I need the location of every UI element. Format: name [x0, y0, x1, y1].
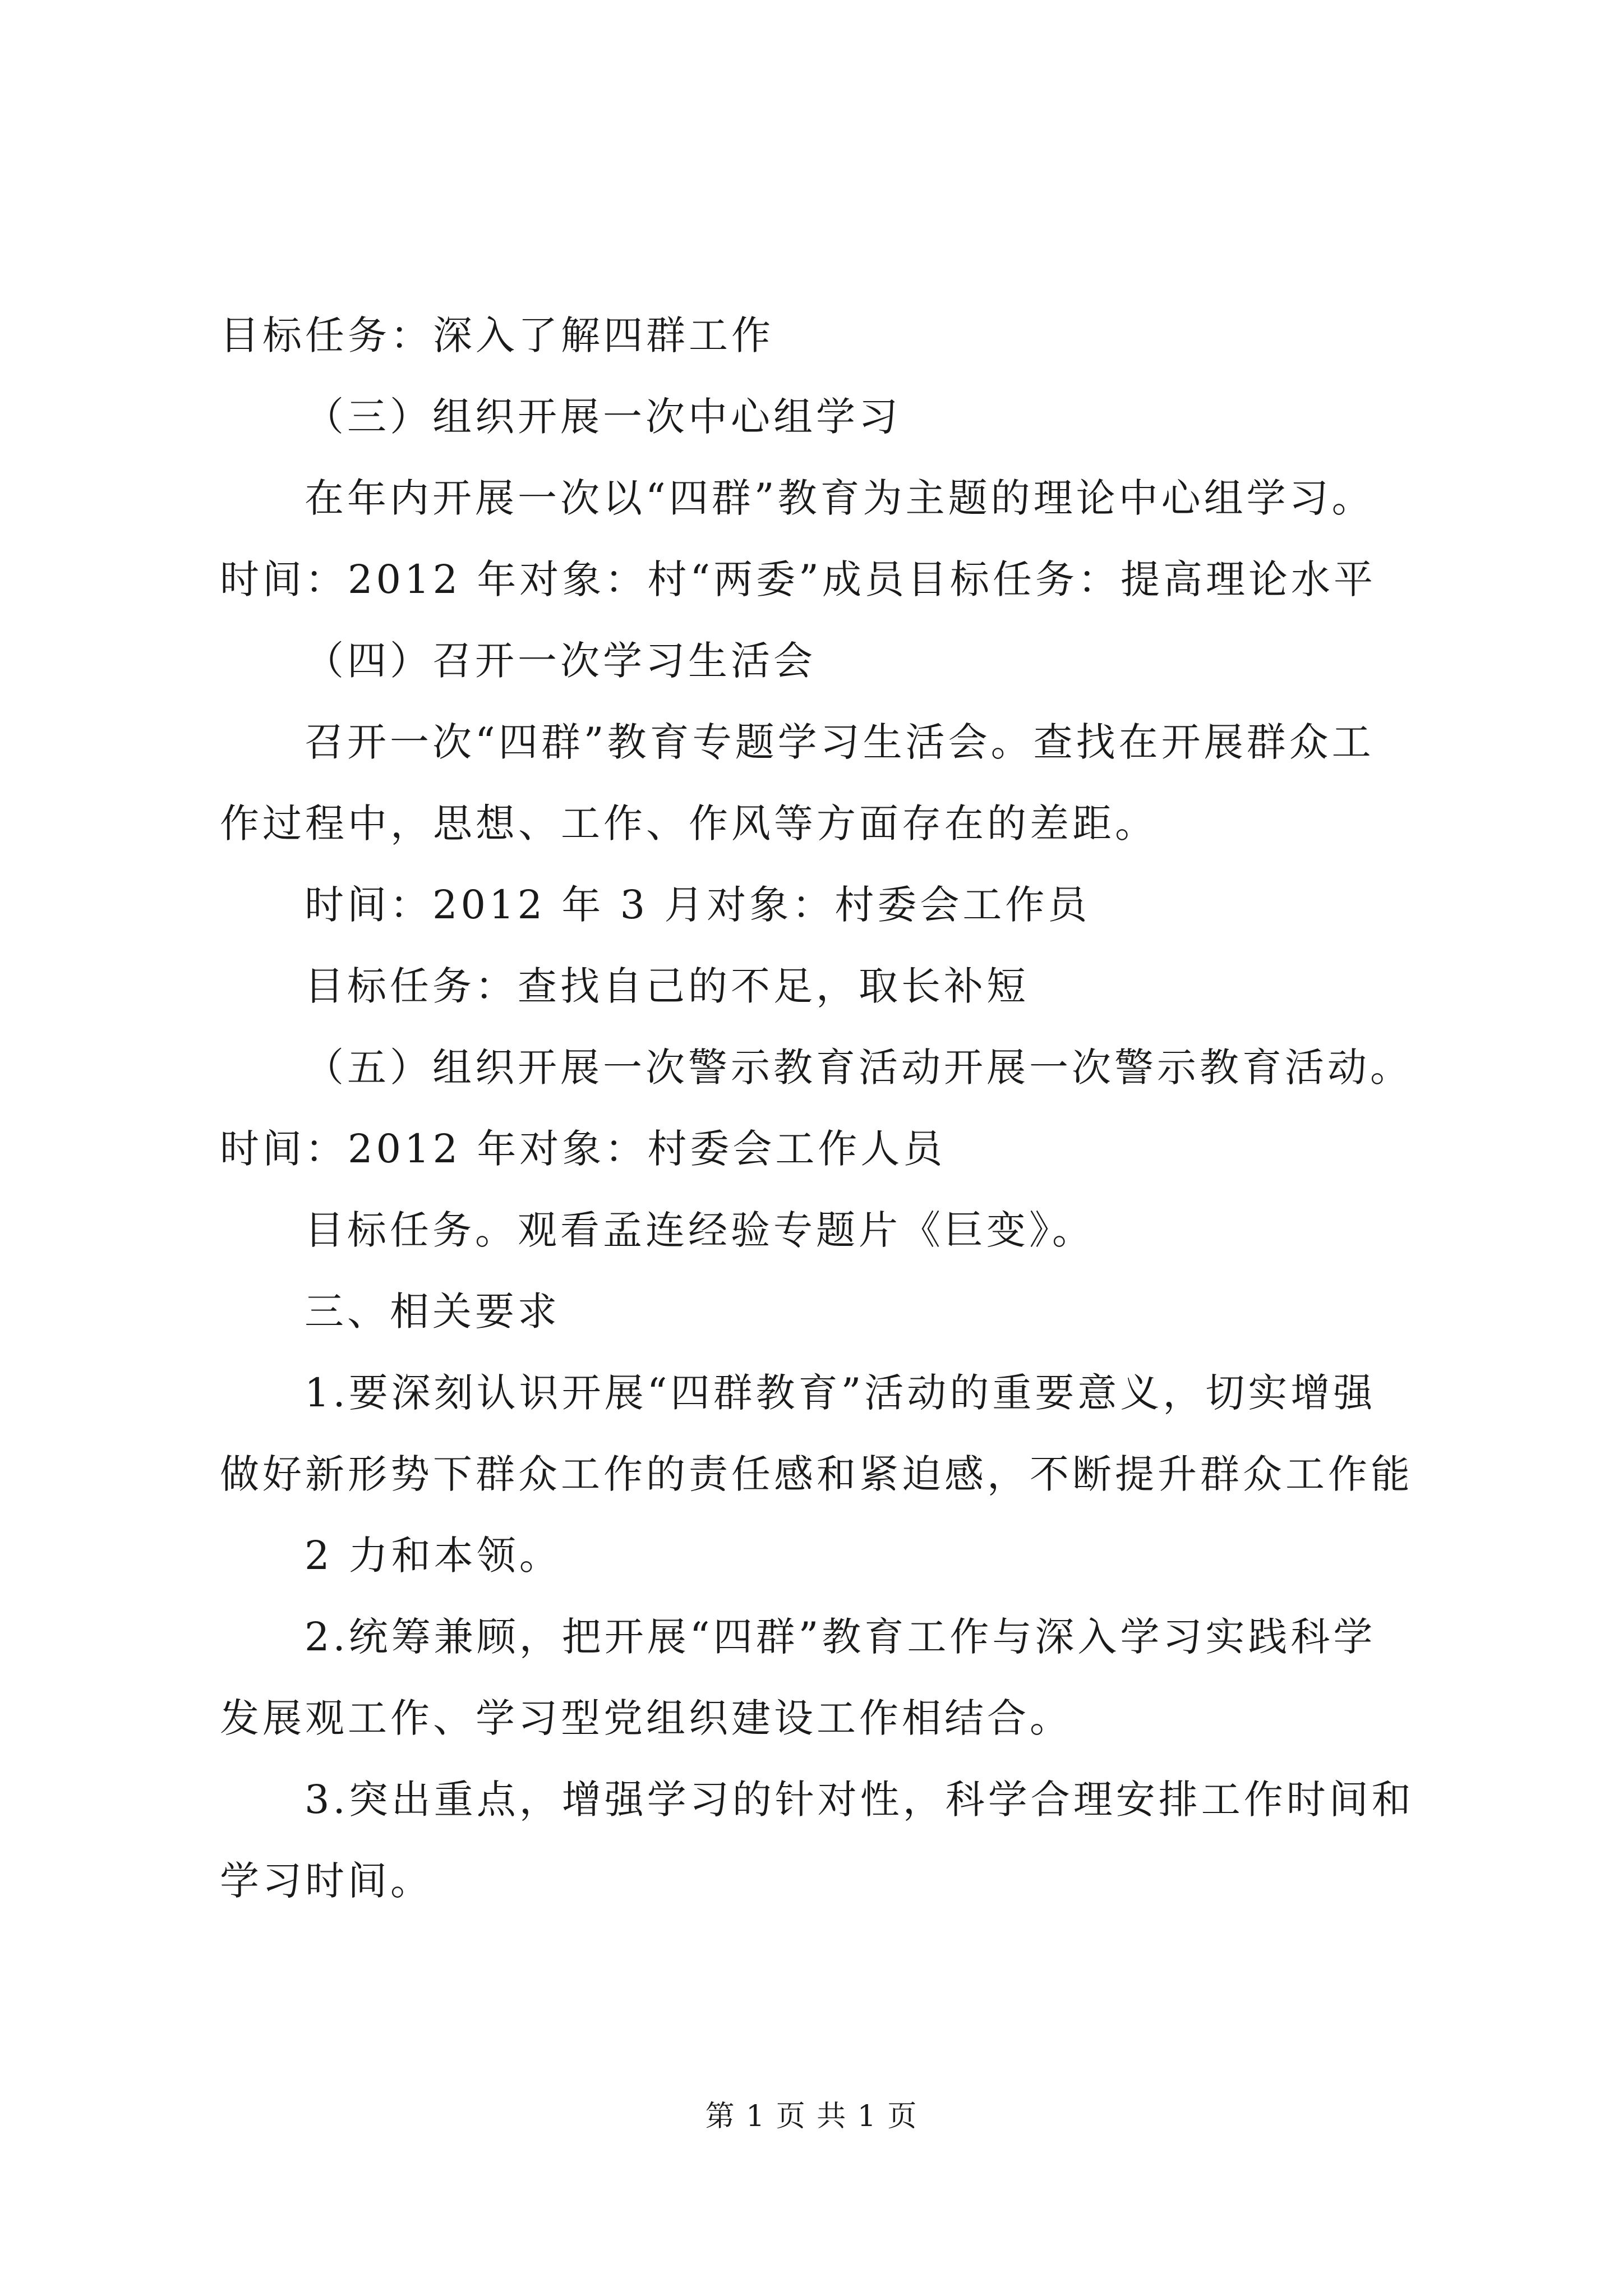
paragraph-line: 作过程中，思想、工作、作风等方面存在的差距。: [220, 800, 1158, 846]
section-heading: 三、相关要求: [305, 1289, 560, 1335]
paragraph-line: 时间：2012 年对象：村“两委”成员目标任务：提高理论水平: [220, 556, 1376, 602]
section-heading: （五）组织开展一次警示教育活动开展一次警示教育活动。: [305, 1045, 1413, 1091]
section-heading: （三）组织开展一次中心组学习: [305, 394, 901, 440]
paragraph-line: 目标任务。观看孟连经验专题片《巨变》。: [305, 1207, 1095, 1253]
paragraph-line: 学习时间。: [220, 1858, 433, 1904]
section-heading: （四）召开一次学习生活会: [305, 638, 816, 684]
page-footer: 第 1 页 共 1 页: [705, 2100, 918, 2133]
paragraph-line: 目标任务：查找自己的不足，取长补短: [305, 963, 1029, 1009]
paragraph-line: 2.统筹兼顾，把开展“四群”教育工作与深入学习实践科学: [305, 1614, 1376, 1660]
paragraph-line: 3.突出重点，增强学习的针对性，科学合理安排工作时间和: [305, 1777, 1414, 1823]
paragraph-line: 1.要深刻认识开展“四群教育”活动的重要意义，切实增强: [305, 1370, 1376, 1416]
paragraph-line: 在年内开展一次以“四群”教育为主题的理论中心组学习。: [305, 475, 1375, 521]
paragraph-line: 召开一次“四群”教育专题学习生活会。查找在开展群众工: [305, 719, 1375, 765]
paragraph-line: 发展观工作、学习型党组织建设工作相结合。: [220, 1695, 1072, 1741]
paragraph-line: 2 力和本领。: [305, 1533, 562, 1579]
paragraph-line: 时间：2012 年 3 月对象：村委会工作员: [305, 882, 1091, 928]
paragraph-line: 做好新形势下群众工作的责任感和紧迫感，不断提升群众工作能: [220, 1451, 1413, 1497]
paragraph-line: 时间：2012 年对象：村委会工作人员: [220, 1126, 946, 1172]
paragraph-line: 目标任务：深入了解四群工作: [220, 312, 774, 358]
